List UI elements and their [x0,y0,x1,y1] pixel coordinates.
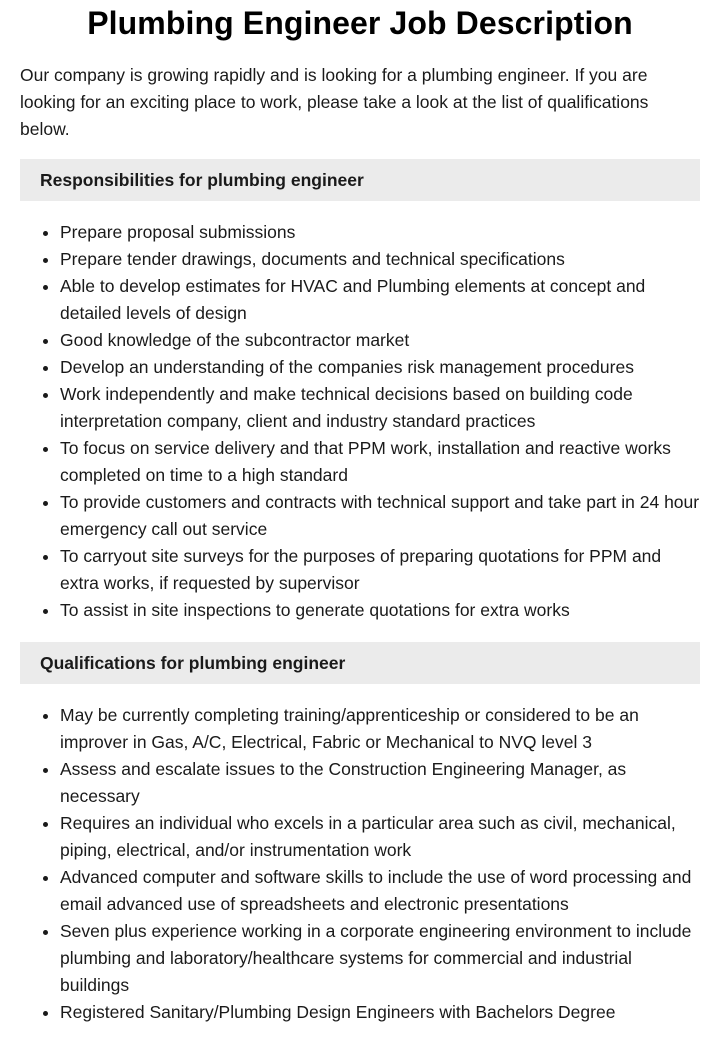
list-item: • To carryout site surveys for the purposes of preparing quotations for PPM and extra works, if requested by supervisor [60,543,700,597]
responsibilities-heading: Responsibilities for plumbing engineer [20,159,700,201]
list-item: • Prepare proposal submissions [60,219,700,246]
responsibilities-list [20,219,700,624]
qualifications-heading: Qualifications for plumbing engineer [20,642,700,684]
list-item: • Develop an understanding of the companies risk management procedures [60,354,700,381]
list-item: • Good knowledge of the subcontractor market [60,327,700,354]
list-item: • Assess and escalate issues to the Construction Engineering Manager, as necessary [60,756,700,810]
list-item: • Advanced computer and software skills to include the use of word processing and email advanced use of spreadsheets and electronic presentations [60,864,700,918]
list-item: • May be currently completing training/apprenticeship or considered to be an improver in Gas, A/C, Electrical, Fabric or Mechanical to NVQ level 3 [60,702,700,756]
intro-paragraph: Our company is growing rapidly and is looking for a plumbing engineer. If you are looking for an exciting place to work, please take a look at the list of qualifications below. [20,65,649,139]
list-item: • To assist in site inspections to generate quotations for extra works [60,597,700,624]
list-item: • Seven plus experience working in a corporate engineering environment to include plumbing and laboratory/healthcare systems for commercial and industrial buildings [60,918,700,999]
list-item: • Registered Sanitary/Plumbing Design Engineers with Bachelors Degree [60,999,700,1026]
qualifications-list [20,702,700,1026]
page-title: Plumbing Engineer Job Description [87,5,633,41]
list-item: • To focus on service delivery and that PPM work, installation and reactive works completed on time to a high standard [60,435,700,489]
list-item: • Able to develop estimates for HVAC and Plumbing elements at concept and detailed levels of design [60,273,700,327]
list-item: • To provide customers and contracts with technical support and take part in 24 hour emergency call out service [60,489,700,543]
list-item: • Work independently and make technical decisions based on building code interpretation company, client and industry standard practices [60,381,700,435]
list-item: • Prepare tender drawings, documents and technical specifications [60,246,700,273]
list-item: • Requires an individual who excels in a particular area such as civil, mechanical, piping, electrical, and/or instrumentation work [60,810,700,864]
